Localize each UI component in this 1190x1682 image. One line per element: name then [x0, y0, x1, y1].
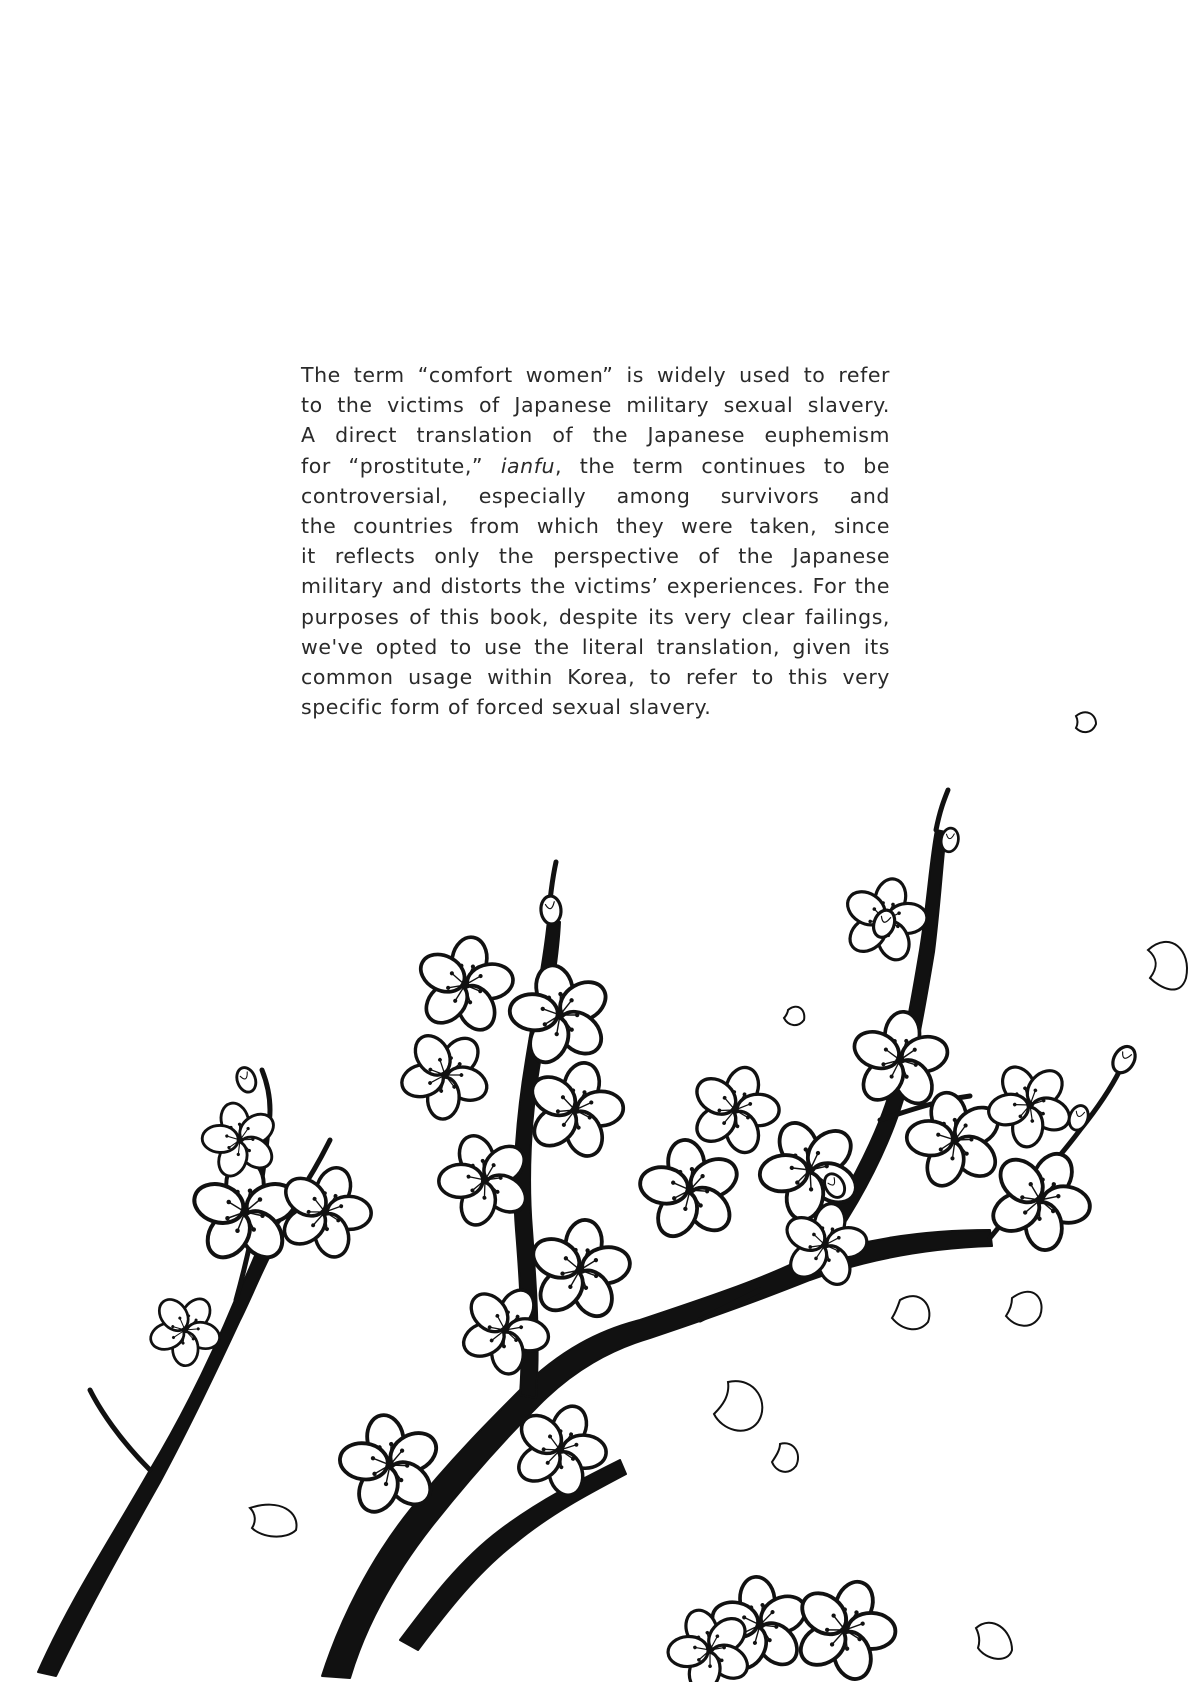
italic-term: ianfu [500, 453, 556, 478]
buds [234, 827, 1140, 1201]
falling-petals [250, 712, 1187, 1659]
note-fragment: for “prostitute,” [301, 453, 484, 478]
note-line: A direct translation of the Japanese euphemism [301, 423, 890, 448]
note-line: military and distorts the victims’ experiences. For the [301, 574, 890, 599]
note-line: the countries from which they were taken, since [301, 514, 890, 539]
note-line: The term “comfort women” is widely used to refer [301, 363, 890, 387]
note-line: purposes of this book, despite its very clear failings, [301, 604, 890, 629]
note-line: to the victims of Japanese military sexual slavery. [301, 393, 890, 418]
note-fragment: , the term continues to be [555, 453, 890, 478]
note-line: controversial, especially among survivors and [301, 483, 890, 508]
blossoms [133, 868, 1111, 1682]
branches [38, 790, 1120, 1678]
note-line [301, 451, 890, 481]
translation-note [301, 360, 890, 722]
note-line: it reflects only the perspective of the Japanese [301, 544, 890, 569]
note-line: common usage within Korea, to refer to this very [301, 665, 890, 690]
note-line: we've opted to use the literal translation, given its [301, 634, 890, 659]
note-line: specific form of forced sexual slavery. [301, 695, 712, 720]
